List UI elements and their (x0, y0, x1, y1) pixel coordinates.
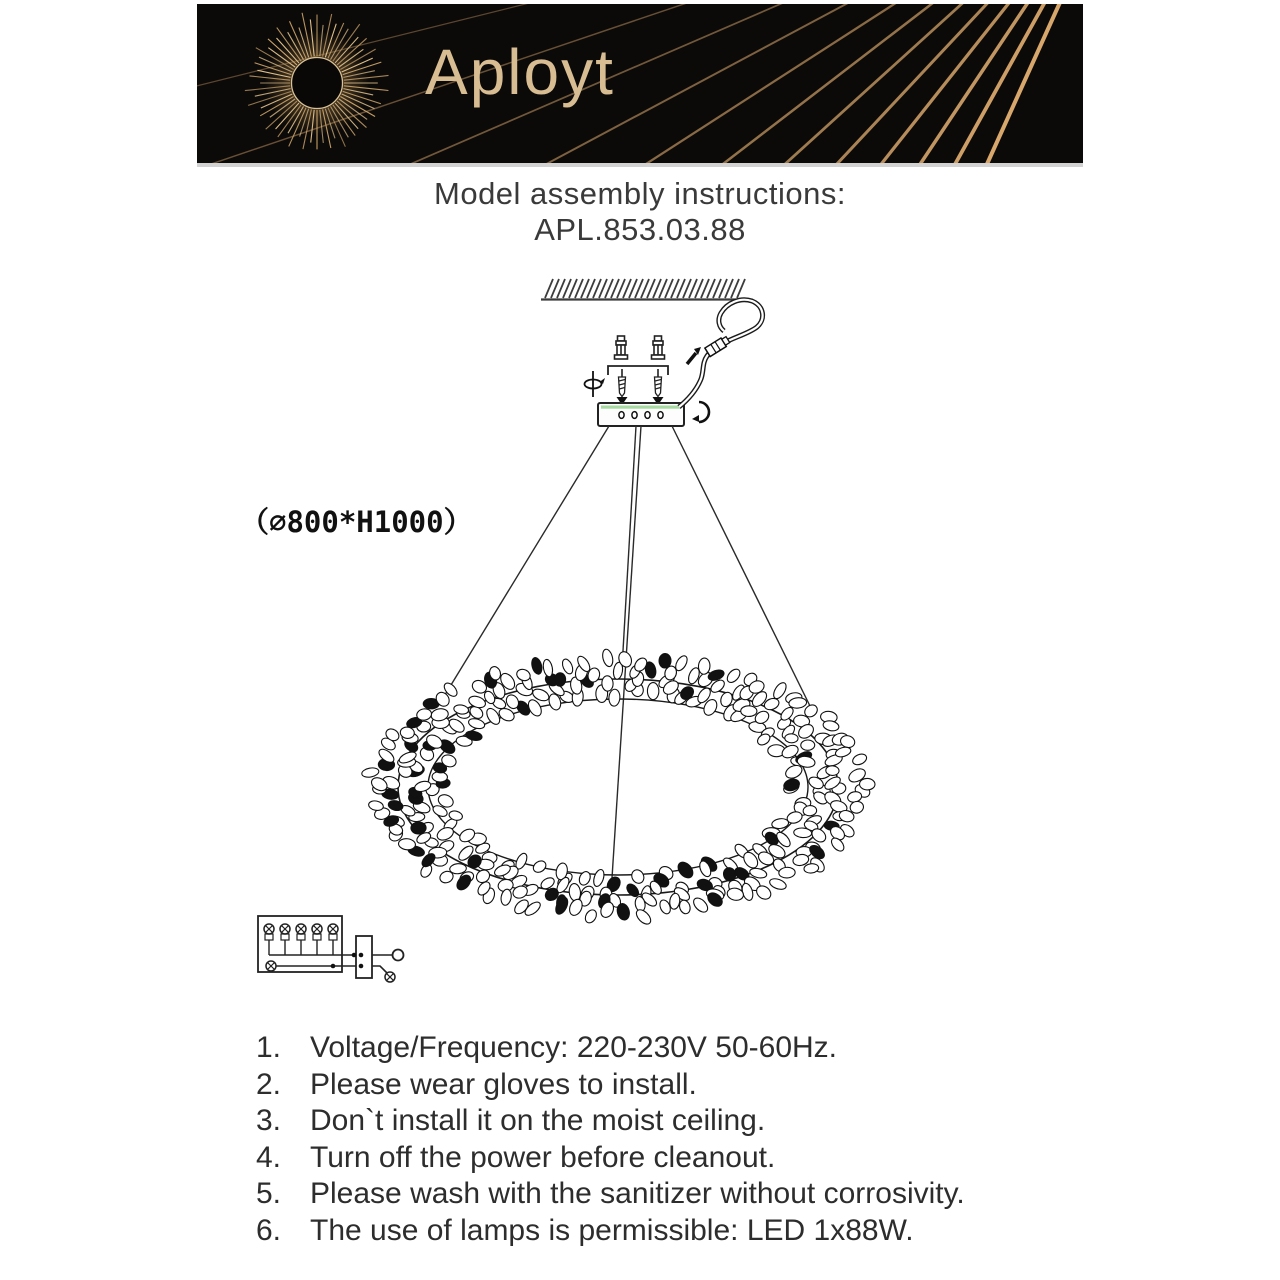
instruction-number: 3. (256, 1104, 282, 1138)
model-number: APL.853.03.88 (534, 212, 746, 247)
screw-icon (617, 369, 664, 405)
instruction-item (256, 1103, 1096, 1140)
page-title: Model assembly instructions: (434, 176, 846, 211)
power-cable (679, 300, 763, 407)
instruction-text: Please wear gloves to install. (310, 1067, 697, 1101)
instruction-item (256, 1030, 1096, 1067)
cable-connector (705, 335, 731, 356)
insert-arrow-icon (687, 353, 696, 364)
brand-name: Aployt (425, 36, 615, 108)
instruction-number: 4. (256, 1140, 282, 1174)
lamp-terminal-icon (393, 950, 404, 961)
instruction-text: Voltage/Frequency: 220-230V 50-60Hz. (310, 1031, 838, 1064)
instruction-item (256, 1067, 1096, 1104)
instruction-item (256, 1140, 1096, 1177)
ceiling-hatch (541, 279, 745, 300)
mounting-bracket (608, 366, 668, 375)
instruction-item (256, 1213, 1096, 1250)
instruction-text: Please wash with the sanitizer without corrosivity. (310, 1177, 965, 1211)
rotate-arrow-icon (692, 402, 709, 422)
instruction-text: The use of lamps is permissible: LED 1x88W. (310, 1213, 914, 1247)
ground-screw-icon (385, 972, 395, 982)
instruction-number: 1. (256, 1031, 282, 1064)
instruction-item (256, 1176, 1096, 1213)
wiring-diagram (258, 916, 404, 982)
dimension-label: （⌀800*H1000） (240, 505, 473, 539)
instruction-text: Don`t install it on the moist ceiling. (310, 1104, 766, 1138)
wall-anchor-icon (615, 336, 665, 359)
rotate-axis-icon (585, 371, 606, 397)
instruction-number: 5. (256, 1177, 282, 1211)
mounting-plate (598, 403, 684, 426)
plate-accent (601, 406, 681, 409)
instruction-text: Turn off the power before cleanout. (310, 1140, 776, 1174)
instruction-number: 6. (256, 1213, 282, 1247)
instruction-number: 2. (256, 1067, 282, 1101)
instruction-list (256, 1030, 1096, 1250)
